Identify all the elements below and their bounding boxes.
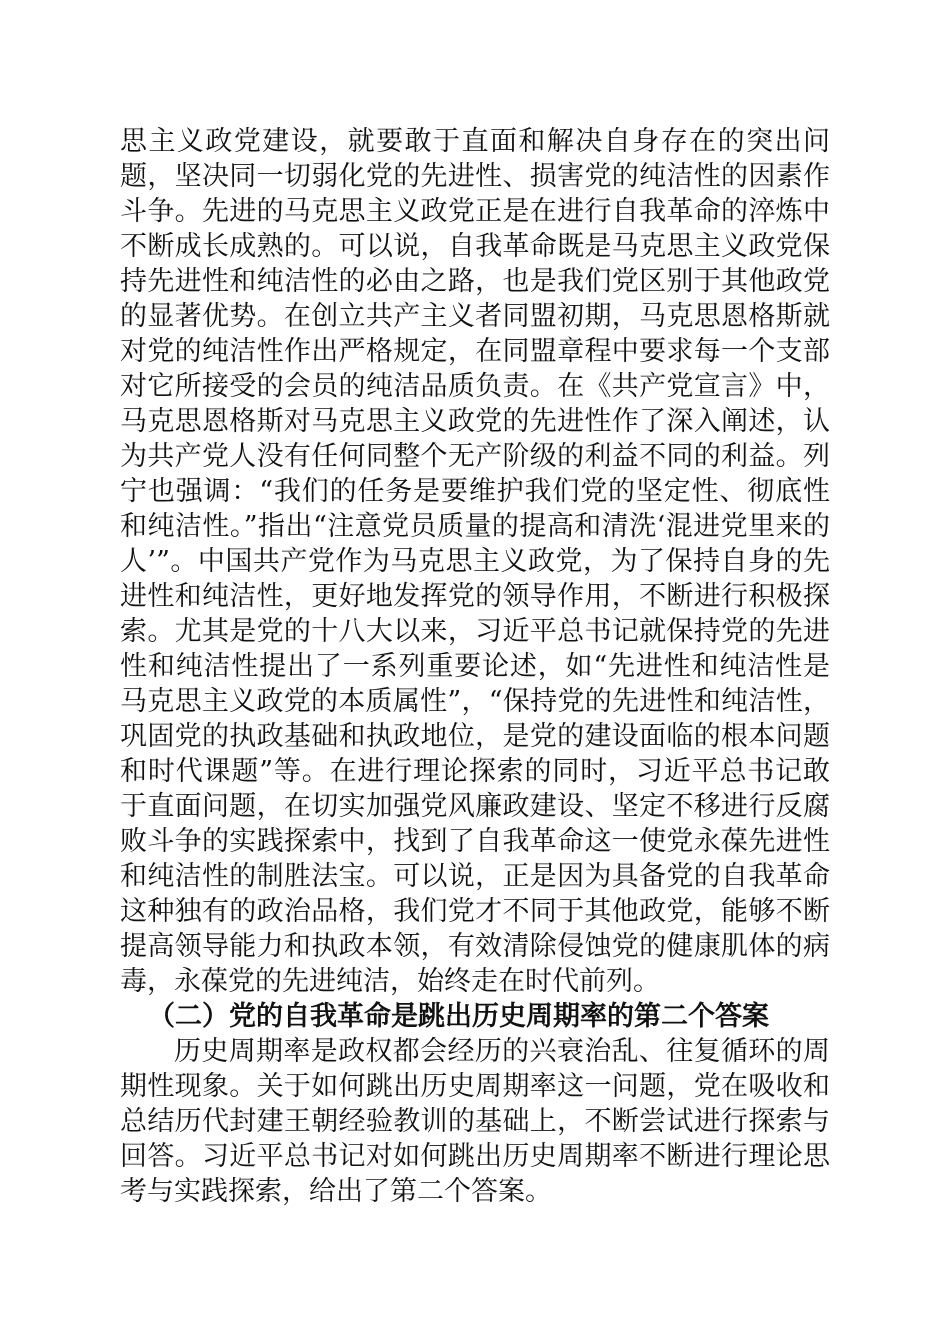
document-body — [120, 124, 830, 1209]
section-heading: （二）党的自我革命是跳出历史周期率的第二个答案 — [148, 1001, 769, 1032]
paragraph-continued: 思主义政党建设，就要敢于直面和解决自身存在的突出问题，坚决同一切弱化党的先进性、损害党的纯洁性的因素作斗争。先进的马克思主义政党正是在进行自我革命的淬炼中不断成长成熟的。可以说，自我革命既是马克思主义政党保持先进性和纯洁性的必由之路，也是我们党区别于其他政党的显著优势。在创立共产主义者同盟初期，马克思恩格斯就对党的纯洁性作出严格规定，在同盟章程中要求每一个支部对它所接受的会员的纯洁品质负责。在《共产党宣言》中，马克思恩格斯对马克思主义政党的先进性作了深入阐述，认为共产党人没有任何同整个无产阶级的利益不同的利益。列宁也强调：“我们的任务是要维护我们党的坚定性、彻底性和纯洁性。”指出“注意党员质量的提高和清洗‘混进党里来的人’”。中国共产党作为马克思主义政党，为了保持自身的先进性和纯洁性，更好地发挥党的领导作用，不断进行积极探索。尤其是党的十八大以来，习近平总书记就保持党的先进性和纯洁性提出了一系列重要论述，如“先进性和纯洁性是马克思主义政党的本质属性”，“保持党的先进性和纯洁性，巩固党的执政基础和执政地位，是党的建设面临的根本问题和时代课题”等。在进行理论探索的同时，习近平总书记敢于直面问题，在切实加强党风廉政建设、坚定不移进行反腐败斗争的实践探索中，找到了自我革命这一使党永葆先进性和纯洁性的制胜法宝。可以说，正是因为具备党的自我革命这种独有的政治品格，我们党才不同于其他政党，能够不断提高领导能力和执政本领，有效清除侵蚀党的健康肌体的病毒，永葆党的先进纯洁，始终走在时代前列。 — [120, 126, 830, 997]
paragraph-history-cycle: 历史周期率是政权都会经历的兴衰治乱、往复循环的周期性现象。关于如何跳出历史周期率这一问题，党在吸收和总结历代封建王朝经验教训的基础上，不断尝试进行探索与回答。习近平总书记对如何跳出历史周期率不断进行理论思考与实践探索，给出了第二个答案。 — [120, 1036, 830, 1207]
